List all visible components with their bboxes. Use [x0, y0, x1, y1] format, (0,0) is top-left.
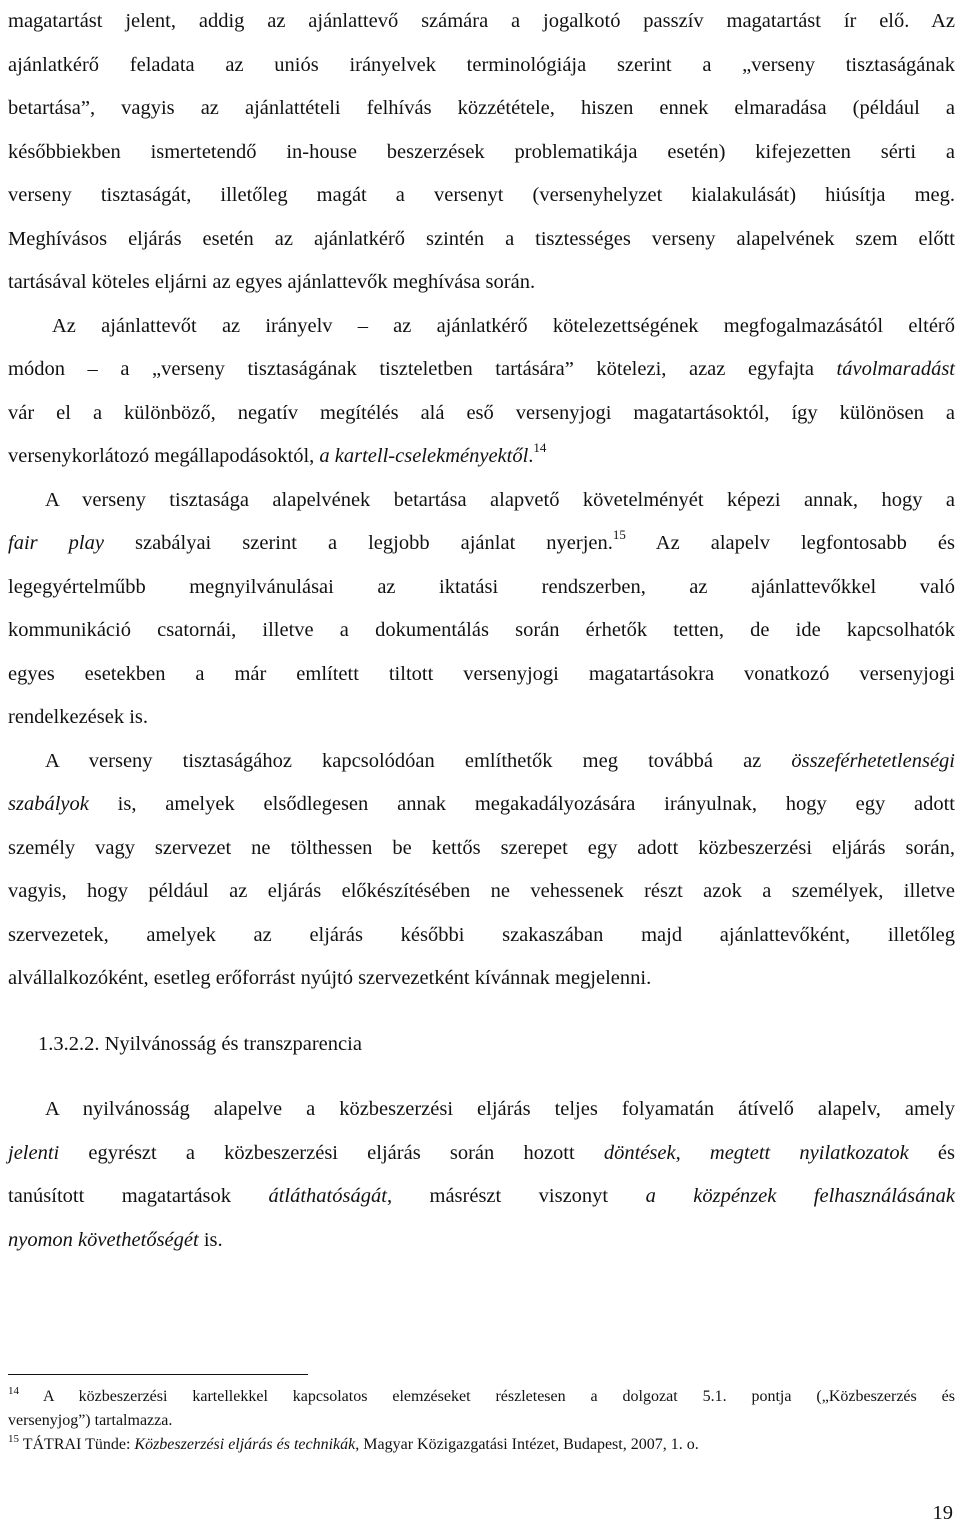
- emphasis: jelenti: [8, 1141, 60, 1164]
- text-line: betartása”, vagyis az ajánlattételi felhívás közzététele, hiszen ennek elmaradása (például a: [8, 97, 955, 119]
- footnote-text: , Magyar Közigazgatási Intézet, Budapest, 2007, 1. o.: [355, 1436, 699, 1453]
- section-heading: [8, 1023, 955, 1067]
- text-segment: versenykorlátozó megállapodásoktól,: [8, 445, 320, 467]
- emphasis: átláthatóságát: [268, 1185, 387, 1207]
- footnote-ref-15[interactable]: 15: [612, 527, 626, 543]
- paragraph-4: [8, 740, 955, 1001]
- paragraph-3: [8, 479, 955, 740]
- emphasis: a közpénzek felhasználásának: [645, 1185, 955, 1207]
- text-line: vagyis, hogy például az eljárás előkészítésében ne vehessenek részt azok a személyek, illetve: [8, 880, 955, 902]
- text-line: legegyértelműbb megnyilvánulásai az iktatási rendszerben, az ajánlattevőkkel való: [8, 575, 955, 598]
- text-line: magatartást jelent, addig az ajánlattevő számára a jogalkotó passzív magatartást ír elő. Az: [8, 10, 955, 32]
- text-line: [8, 783, 955, 827]
- footnote-divider: [8, 1374, 308, 1375]
- footnote-ref-14[interactable]: 14: [533, 440, 547, 456]
- text-segment: és: [908, 1141, 955, 1164]
- footnote-line: [8, 1385, 955, 1409]
- text-line: ajánlatkérő feladata az uniós irányelvek terminológiája szerint a „verseny tisztaságának: [8, 53, 955, 76]
- text-line: [8, 1132, 955, 1176]
- text-line: szervezetek, amelyek az eljárás későbbi szakaszában majd ajánlattevőként, illetőleg: [8, 923, 955, 946]
- text-segment: , másrészt viszonyt: [386, 1185, 646, 1207]
- text-line: vár el a különböző, negatív megítélés alá eső versenyjogi magatartásoktól, így különösen a: [8, 401, 955, 424]
- text-line: Az ajánlattevőt az irányelv – az ajánlatkérő kötelezettségének megfogalmazásától eltérő: [52, 314, 955, 337]
- text-line: tartásával köteles eljárni az egyes ajánlattevők meghívása során.: [8, 271, 536, 293]
- text-segment: módon – a „verseny tisztaságának tiszteletben tartására” kötelezi, azaz egyfajta: [8, 358, 837, 380]
- text-line: egyes esetekben a már említett tiltott versenyjogi magatartásokra vonatkozó versenyjogi: [8, 662, 955, 685]
- emphasis: összeférhetetlenségi: [791, 749, 955, 772]
- footnote-number: 14: [8, 1384, 19, 1397]
- paragraph-5: [8, 1088, 955, 1262]
- paragraph-2: [8, 305, 955, 479]
- text-segment: egyrészt a közbeszerzési eljárás során hozott: [59, 1141, 604, 1164]
- body-text: [8, 0, 955, 1262]
- paragraph-1: [8, 0, 955, 305]
- footnote-text: TÁTRAI Tünde:: [19, 1436, 135, 1453]
- text-line: [8, 740, 955, 784]
- footnote-15: [8, 1433, 955, 1457]
- text-line: alvállalkozóként, esetleg erőforrást nyújtó szervezetként kívánnak megjelenni.: [8, 967, 652, 989]
- footnote-number: 15: [8, 1432, 19, 1445]
- text-segment: Az alapelv legfontosabb és: [625, 532, 955, 554]
- footnotes: [8, 1374, 955, 1457]
- text-line: kommunikáció csatornái, illetve a dokumentálás során érhetők tetten, de ide kapcsolhatók: [8, 619, 955, 641]
- text-line: A nyilvánosság alapelve a közbeszerzési eljárás teljes folyamatán átívelő alapelv, amely: [45, 1098, 955, 1120]
- footnote-text: A közbeszerzési kartellekkel kapcsolatos elemzéseket részletesen a dolgozat 5.1. pontja („Közbeszerzés és: [19, 1388, 955, 1405]
- text-line: [8, 348, 955, 392]
- text-line: A verseny tisztasága alapelvének betartása alapvető követelményét képezi annak, hogy a: [45, 488, 955, 511]
- section-heading-text: 1.3.2.2. Nyilvánosság és transzparencia: [38, 1032, 362, 1055]
- text-segment: is, amelyek elsődlegesen annak megakadályozására irányulnak, hogy egy adott: [88, 793, 955, 815]
- text-segment: .: [528, 445, 534, 467]
- text-line: [8, 522, 955, 566]
- text-segment: is.: [198, 1228, 223, 1251]
- text-line: [8, 1219, 955, 1263]
- text-line: későbbiekben ismertetendő in-house beszerzések problematikája esetén) kifejezetten sérti a: [8, 140, 955, 163]
- footnote-line: [8, 1433, 955, 1457]
- text-line: [8, 435, 955, 479]
- footnote-line: versenyjog”) tartalmazza.: [8, 1412, 173, 1429]
- text-line: személy vagy szervezet ne tölthessen be kettős szerepet egy adott közbeszerzési eljárás során,: [8, 836, 955, 859]
- emphasis: szabályok: [8, 793, 89, 815]
- emphasis: a kartell-cselekményektől: [319, 445, 529, 467]
- emphasis: fair play: [8, 532, 104, 554]
- text-segment: A verseny tisztaságához kapcsolódóan említhetők meg továbbá az: [45, 749, 792, 772]
- emphasis: Közbeszerzési eljárás és technikák: [134, 1436, 356, 1453]
- text-line: Meghívásos eljárás esetén az ajánlatkérő szintén a tisztességes verseny alapelvének szem előtt: [8, 227, 955, 250]
- footnote-14: [8, 1385, 955, 1433]
- text-segment: szabályai szerint a legjobb ajánlat nyerjen.: [103, 532, 613, 554]
- emphasis: döntések, megtett nyilatkozatok: [603, 1141, 909, 1164]
- emphasis: távolmaradást: [836, 358, 955, 380]
- text-line: [8, 1175, 955, 1219]
- text-segment: tanúsított magatartások: [8, 1185, 269, 1207]
- text-line: verseny tisztaságát, illetőleg magát a versenyt (versenyhelyzet kialakulását) hiúsítja meg.: [8, 184, 955, 206]
- text-line: rendelkezések is.: [8, 706, 149, 728]
- page-number: 19: [932, 1502, 953, 1524]
- emphasis: nyomon követhetőségét: [8, 1228, 199, 1251]
